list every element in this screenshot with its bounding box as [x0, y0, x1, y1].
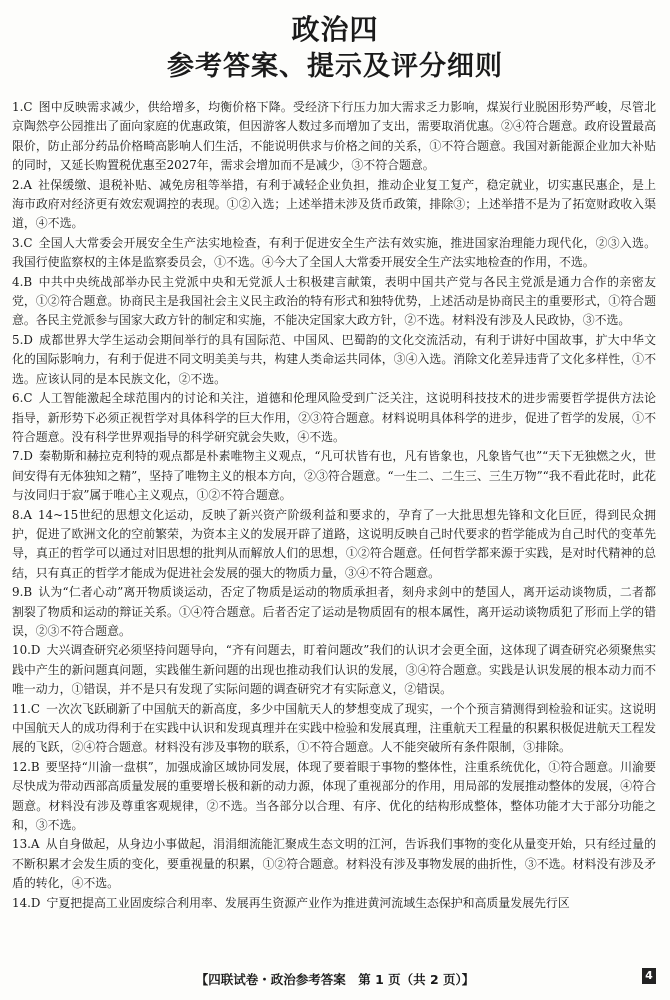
answer-explanation: 要坚持“川渝一盘棋”，加强成渝区域协同发展，体现了要着眼于事物的整体性，注重系统优化，①符合题意。川渝要尽快成为带动西部高质量发展的重要增长极和新的动力源，体现了重视部分的作用，用局部的发展推动整体的发展，④符合题意。材料没有涉及尊重客观规律，②不选。当各部分以合理、有序、优化的结构形成整体，整体功能才大于部分功能之和，③不选。 [12, 759, 656, 833]
answer-number: 10. [12, 643, 31, 658]
answer-number: 6. [12, 391, 24, 406]
answer-number: 14. [12, 895, 31, 910]
answer-item [12, 176, 656, 234]
answer-explanation: 全国人大常委会开展安全生产法实地检查，有利于促进安全生产法有效实施，推进国家治理能力现代化，②③入选。我国行使监察权的主体是监察委员会，①不选。④今大了全国人大常委开展安全生产法实地检查的作用，不选。 [12, 235, 656, 270]
answer-number: 2. [12, 177, 24, 192]
answer-number: 9. [12, 585, 24, 600]
answer-number: 1. [12, 100, 24, 114]
answer-number: 7. [12, 449, 24, 464]
page-title: 政治四 [291, 13, 379, 46]
answer-list [12, 98, 656, 962]
answer-letter: A [23, 177, 32, 192]
answer-item [12, 389, 656, 447]
page-badge: 4 [642, 968, 656, 984]
answer-number: 13. [12, 837, 31, 852]
answer-item [12, 641, 656, 699]
answer-item [12, 835, 656, 893]
page-subtitle: 参考答案、提示及评分细则 [167, 51, 503, 82]
answer-letter: C [23, 100, 33, 114]
answer-item [12, 758, 656, 836]
answer-item [12, 700, 656, 758]
answer-explanation: 宁夏把提高工业固废综合利用率、发展再生资源产业作为推进黄河流域生态保护和高质量发展先行区 [46, 895, 570, 910]
answer-letter: C [30, 701, 41, 716]
answer-explanation: 14~15世纪的思想文化运动，反映了新兴资产阶级利益和要求的，孕育了一大批思想先锋和文化巨匠，得到民众拥护，促进了欧洲文化的空前繁荣，为资本主义的发展开辟了道路，这说明反映自己时代要求的哲学能成为自己时代的变革先导，真正的哲学可以通过对旧思想的批判从而解放人们的思想，①②符合题意。任何哲学都来源于实践，是对时代精神的总结，只有真正的哲学才能成为促进社会发展的强大的物质力量，③④不符合题意。 [12, 507, 656, 580]
answer-letter: D [30, 895, 41, 910]
answer-letter: B [30, 759, 40, 774]
answer-number: 11. [12, 701, 31, 716]
answer-number: 3. [12, 235, 24, 250]
answer-item [12, 331, 656, 389]
answer-explanation: 大兴调查研究必须坚持问题导向，“齐有问题去，盯着问题改”我们的认识才会更全面，这体现了调查研究必须聚焦实践中产生的新问题真问题，实践催生新问题的出现也推动我们认识的发展，③④符合题意。实践是认识发展的根本动力而不唯一动力，①错误，并不是只有发现了实际问题的调查研究才有实际意义，②错误。 [12, 643, 656, 697]
answer-explanation: 秦勒斯和赫拉克利特的观点都是朴素唯物主义观点，“凡可状皆有也，凡有皆象也，凡象皆气也”“天下无独燃之火，世间安得有无体独知之精”，坚持了唯物主义的根本方向，②③符合题意。“一生二、二生三、三生万物”“我不看此花时，此花与汝同归于寂”属于唯心主义观点，①②不符合题意。 [12, 449, 656, 503]
answer-explanation: 图中反映需求减少，供给增多，均衡价格下降。受经济下行压力加大需求乏力影响，煤炭行业脱困形势严峻，尽管北京陶然亭公园推出了面向家庭的优惠政策，但因游客人数过多而增加了支出，需要取消优惠。②④符合题意。政府设置最高限价，防止部分药品价格畸高影响人们生活，不能说明供求与价格之间的关系，①不符合题意。我国对新能源企业加大补贴的同时，又延长购置税优惠至2027年，需求会增加而不是减少，③不符合题意。 [12, 100, 656, 173]
answer-item [12, 273, 656, 331]
answer-letter: D [30, 643, 41, 658]
answer-explanation: 一次次飞跃刷新了中国航天的新高度，多少中国航天人的梦想变成了现实，一个个预言猜测得到检验和证实。这说明中国航天人的成功得利于在实践中认识和发现真理并在实践中检验和发展真理，注重航天工程量的积累积极促进航天工程发展的飞跃，②④符合题意。材料没有涉及事物的联系，①不符合题意。人不能突破所有条件限制，③排除。 [12, 701, 656, 755]
answer-item [12, 894, 656, 913]
answer-letter: C [23, 391, 33, 406]
answer-explanation: 中共中央统战部举办民主党派中央和无党派人士积极建言献策，表明中国共产党与各民主党派是通力合作的亲密友党，①②符合题意。协商民主是我国社会主义民主政治的特有形式和独特优势，上述活动是协商民主的重要形式，①符合题意。各民主党派参与国家大政方针的制定和实施，不能决定国家大政方针，②不选。材料没有涉及人民政协，③不选。 [12, 274, 656, 328]
answer-letter: D [23, 332, 33, 347]
answer-explanation: 社保缓缴、退税补贴、减免房租等举措，有利于减轻企业负担，推动企业复工复产，稳定就业，切实惠民惠企，是上海市政府对经济更有效宏观调控的表现。①②入选；上述举措未涉及货币政策，排除③；上述举措不是为了拓宽财政收入渠道，④不选。 [12, 177, 656, 231]
answer-item [12, 234, 656, 273]
answer-explanation: 人工智能激起全球范围内的讨论和关注，道德和伦理风险受到广泛关注，这说明科技技术的进步需要哲学提供方法论指导，新形势下必须正视哲学对具体科学的巨大作用，②③符合题意。材料说明具体科学的进步，促进了哲学的发展，①不符合题意。没有科学世界观指导的科学研究就会失败，④不选。 [12, 391, 656, 444]
answer-item [12, 583, 656, 641]
answer-item [12, 98, 656, 176]
answer-letter: D [23, 449, 33, 464]
answer-item [12, 506, 656, 584]
answer-explanation: 成都世界大学生运动会期间举行的具有国际范、中国风、巴蜀韵的文化交流活动，有利于讲好中国故事，扩大中华文化的国际影响力，有利于促进不同文明美美与共，构建人类命运共同体，③④入选。消除文化差异违背了文化多样性，①不选。应该认同的是本民族文化，②不选。 [12, 332, 656, 386]
answer-number: 8. [12, 507, 24, 522]
answer-letter: A [30, 837, 40, 852]
answer-number: 12. [12, 759, 31, 774]
answer-letter: C [23, 235, 33, 250]
answer-item [12, 447, 656, 505]
answer-explanation: 从自身做起，从身边小事做起，涓涓细流能汇聚成生态文明的江河，告诉我们事物的变化从量变开始，只有经过量的不断积累才会发生质的变化，要重视量的积累，①②符合题意。材料没有涉及事物发展的曲折性，③不选。材料没有涉及矛盾的转化，④不选。 [12, 837, 656, 891]
page-footer: 【四联试卷・政治参考答案 第 1 页（共 2 页）】 [195, 972, 475, 987]
answer-number: 4. [12, 274, 24, 289]
answer-explanation: 认为“仁者心动”离开物质谈运动，否定了物质是运动的物质承担者，刻舟求剑中的楚国人，离开运动谈物质，二者都割裂了物质和运动的辩证关系。①④符合题意。后者否定了运动是物质固有的根本属性，离开运动谈物质犯了形而上学的错误，②③不符合题意。 [12, 585, 656, 638]
answer-number: 5. [12, 332, 24, 347]
answer-letter: A [23, 507, 32, 522]
answer-letter: B [23, 585, 33, 600]
answer-letter: B [23, 274, 33, 289]
